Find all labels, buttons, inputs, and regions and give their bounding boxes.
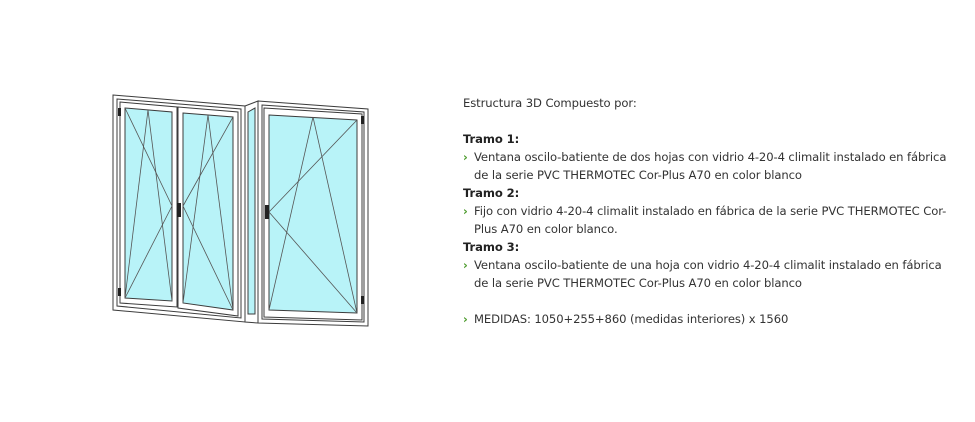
tramo-3-item [463, 256, 948, 292]
intro-text: Estructura 3D Compuesto por: [463, 96, 637, 110]
chevron-right-icon: › [463, 258, 468, 272]
product-description [463, 94, 948, 328]
product-image [108, 92, 372, 328]
medidas-item [463, 310, 948, 328]
glass-pane [248, 108, 255, 314]
glass-pane [183, 113, 233, 310]
tramo-2-text: Fijo con vidrio 4-20-4 climalit instalado en fábrica de la serie PVC THERMOTEC Cor-Plus A70 en color blanco. [474, 204, 947, 236]
chevron-right-icon: › [463, 150, 468, 164]
tramo-1-text: Ventana oscilo-batiente de dos hojas con vidrio 4-20-4 climalit instalado en fábrica de la serie PVC THERMOTEC Cor-Plus A70 en color blanco [474, 150, 947, 182]
medidas-text: MEDIDAS: 1050+255+860 (medidas interiores) x 1560 [474, 312, 789, 326]
chevron-right-icon: › [463, 204, 468, 218]
window-drawing [108, 92, 372, 328]
handle-icon [177, 203, 181, 217]
tramo-3-title: Tramo 3: [463, 240, 520, 254]
tramo-3-text: Ventana oscilo-batiente de una hoja con vidrio 4-20-4 climalit instalado en fábrica de la serie PVC THERMOTEC Cor-Plus A70 en color blanco [474, 258, 942, 290]
handle-icon [265, 205, 269, 219]
glass-pane [125, 108, 172, 301]
glass-pane [269, 115, 357, 313]
chevron-right-icon: › [463, 312, 468, 326]
tramo-2-item [463, 202, 948, 238]
tramo-1-title: Tramo 1: [463, 132, 520, 146]
tramo-2-title: Tramo 2: [463, 186, 520, 200]
tramo-1-item [463, 148, 948, 184]
